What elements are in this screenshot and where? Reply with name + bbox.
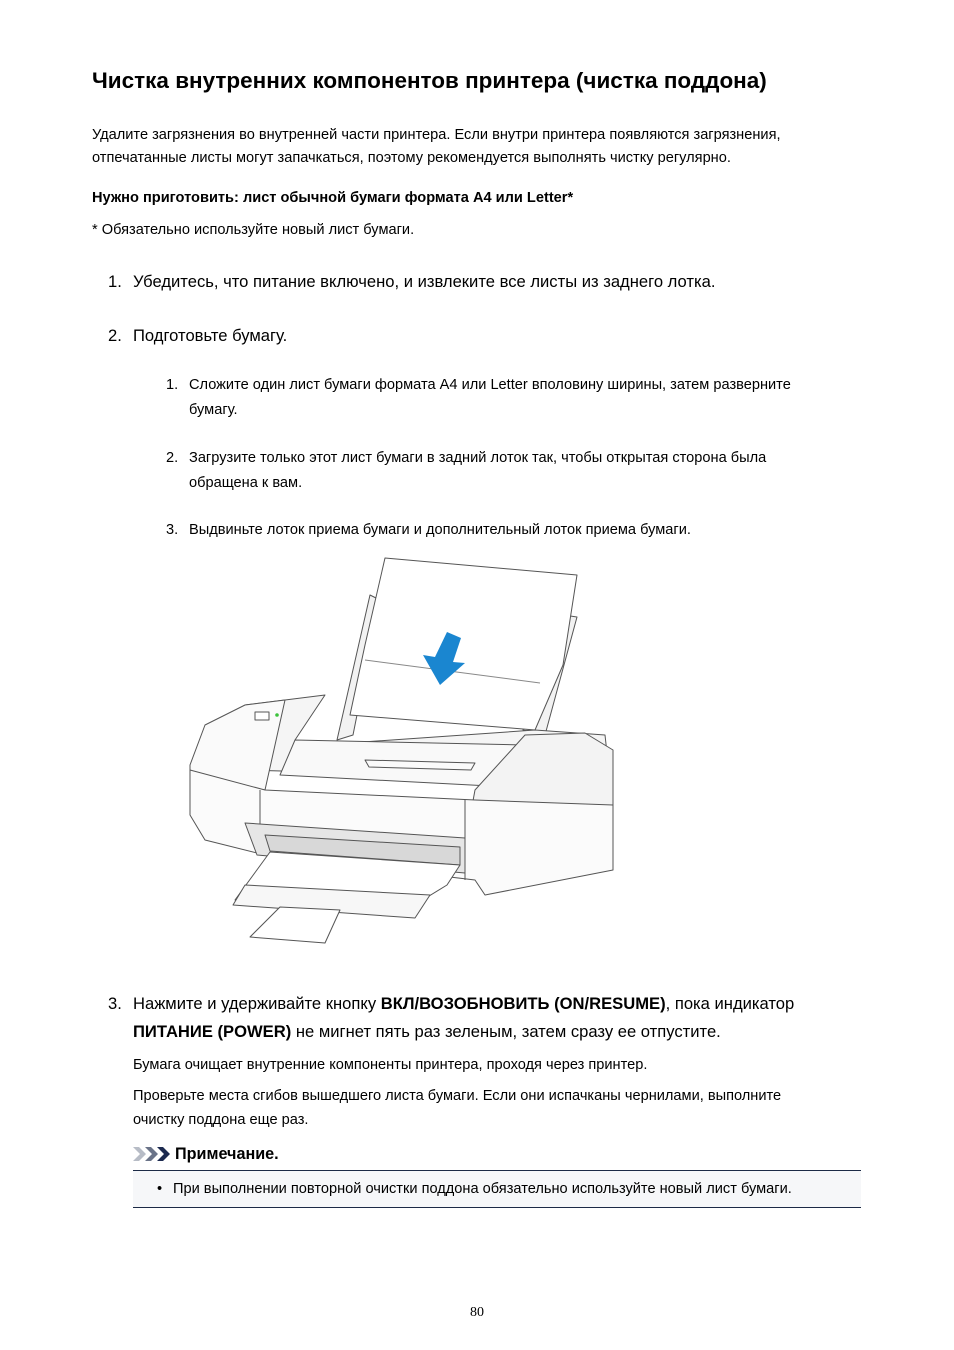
note-header	[133, 1143, 279, 1165]
step-number: 1.	[108, 272, 122, 291]
substep-line: Сложите один лист бумаги формата A4 или Letter вполовину ширины, затем разверните	[189, 377, 791, 393]
footnote: * Обязательно используйте новый лист бумаги.	[92, 222, 415, 238]
triple-chevron-icon	[133, 1146, 171, 1162]
intro-line-2: отпечатанные листы могут запачкаться, поэтому рекомендуется выполнять чистку регулярно.	[92, 150, 731, 166]
page-number: 80	[470, 1305, 484, 1320]
note-item	[157, 1179, 792, 1199]
note-box	[133, 1170, 861, 1208]
printer-illustration	[185, 555, 617, 955]
step-text: не мигнет пять раз зеленым, затем сразу ее отпустите.	[291, 1022, 721, 1041]
step-text: Нажмите и удерживайте кнопку	[133, 994, 381, 1013]
intro-line-1: Удалите загрязнения во внутренней части принтера. Если внутри принтера появляются загрязнения,	[92, 127, 781, 143]
step-text: Подготовьте бумагу.	[133, 326, 288, 345]
substep-number: 2.	[166, 450, 179, 466]
substep-number: 1.	[166, 377, 179, 393]
step-text: Убедитесь, что питание включено, и извлеките все листы из заднего лотка.	[133, 272, 716, 291]
power-indicator-label: ПИТАНИЕ (POWER)	[133, 1022, 292, 1041]
substep-number: 3.	[166, 522, 179, 538]
on-resume-button-label: ВКЛ/ВОЗОБНОВИТЬ (ON/RESUME)	[380, 994, 666, 1013]
note-title: Примечание.	[175, 1144, 279, 1163]
note-item-text: При выполнении повторной очистки поддона обязательно используйте новый лист бумаги.	[173, 1181, 792, 1197]
power-led-icon	[275, 713, 279, 717]
page-title: Чистка внутренних компонентов принтера (чистка поддона)	[92, 68, 767, 93]
substep-line: бумагу.	[189, 402, 238, 418]
step-number: 2.	[108, 326, 122, 345]
prepare-heading: Нужно приготовить: лист обычной бумаги формата A4 или Letter*	[92, 190, 574, 206]
substep-line: Выдвиньте лоток приема бумаги и дополнительный лоток приема бумаги.	[189, 522, 691, 538]
step-3-result-1: Бумага очищает внутренние компоненты принтера, проходя через принтер.	[133, 1057, 648, 1073]
substep-line: обращена к вам.	[189, 475, 303, 491]
step-3-result-2-line-1: Проверьте места сгибов вышедшего листа бумаги. Если они испачканы чернилами, выполните	[133, 1088, 782, 1104]
step-number: 3.	[108, 994, 122, 1013]
substep-line: Загрузите только этот лист бумаги в задний лоток так, чтобы открытая сторона была	[189, 450, 767, 466]
step-3-result-2-line-2: очистку поддона еще раз.	[133, 1112, 309, 1128]
step-text: , пока индикатор	[665, 994, 795, 1013]
bullet: •	[157, 1181, 163, 1197]
